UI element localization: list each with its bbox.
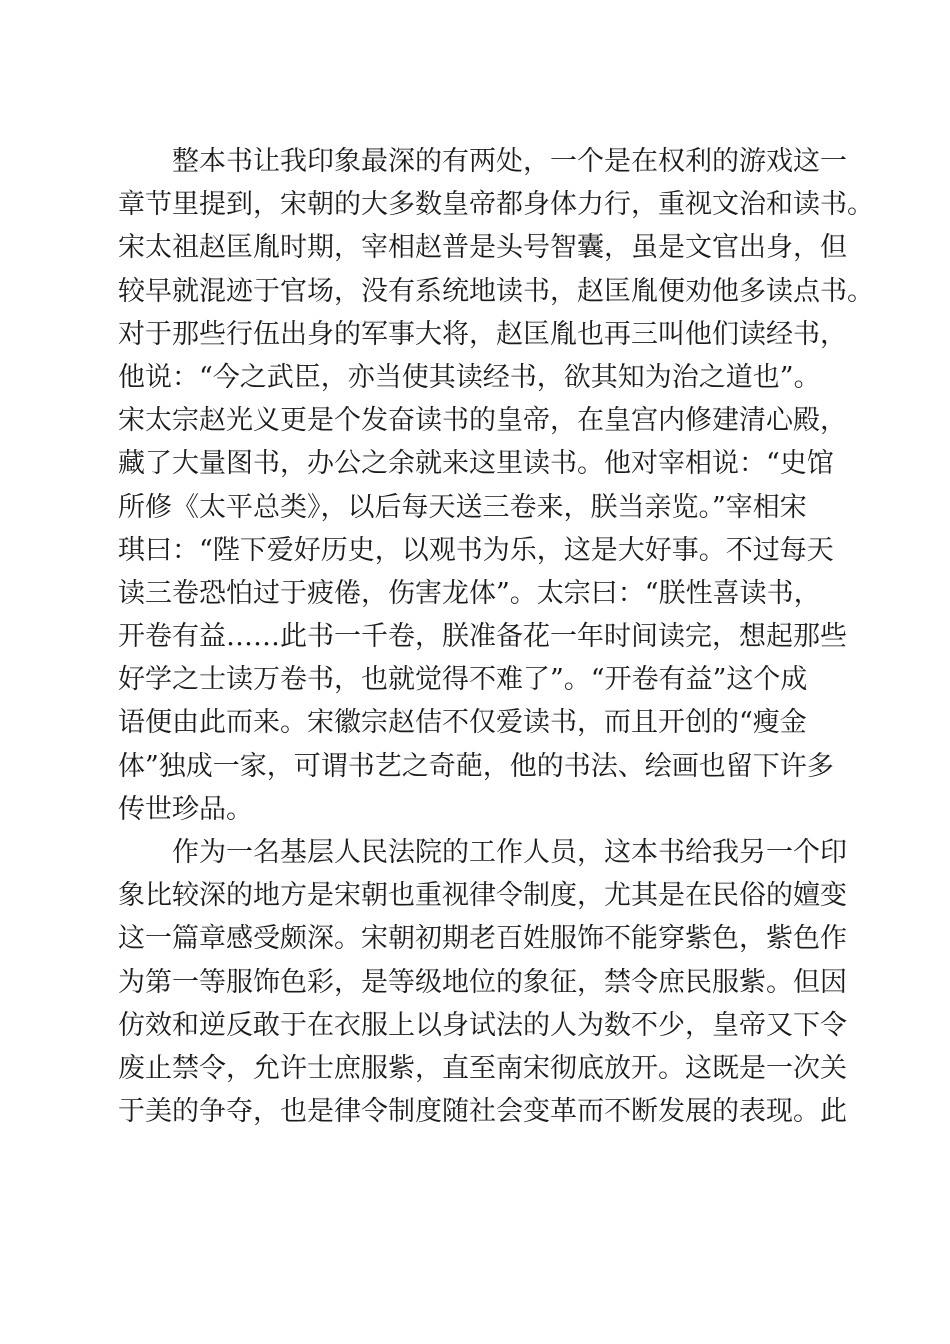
paragraph-2 [118, 831, 847, 1133]
text-line: 他说：“今之武臣，亦当使其读经书，欲其知为治之道也”。 [118, 361, 821, 393]
text-line: 好学之士读万卷书，也就觉得不难了”。“开卷有益”这个成 [118, 664, 808, 696]
text-line: 宋太祖赵匡胤时期，宰相赵普是头号智囊，虽是文官出身，但 [118, 232, 847, 264]
text-line: 传世珍品。 [118, 793, 253, 825]
text-line: 整本书让我印象最深的有两处，一个是在权利的游戏这一 [172, 146, 847, 177]
text-line: 开卷有益……此书一千卷，朕准备花一年时间读完，想起那些 [118, 621, 847, 653]
text-line: 体”独成一家，可谓书艺之奇葩，他的书法、绘画也留下许多 [118, 750, 834, 782]
body-text [118, 140, 874, 1133]
text-line: 琪曰：“陛下爱好历史，以观书为乐，这是大好事。不过每天 [118, 534, 834, 566]
paragraph-1 [118, 140, 874, 831]
text-line: 仿效和逆反敢于在衣服上以身试法的人为数不少，皇帝又下令 [118, 1009, 847, 1041]
text-line: 较早就混迹于官场，没有系统地读书，赵匡胤便劝他多读点书。 [118, 275, 874, 307]
text-line: 这一篇章感受颇深。宋朝初期老百姓服饰不能穿紫色，紫色作 [118, 923, 847, 955]
text-line: 宋太宗赵光义更是个发奋读书的皇帝，在皇宫内修建清心殿， [118, 405, 847, 437]
text-line: 为第一等服饰色彩，是等级地位的象征，禁令庶民服紫。但因 [118, 966, 847, 998]
text-line: 象比较深的地方是宋朝也重视律令制度，尤其是在民俗的嬗变 [118, 880, 847, 912]
text-line: 对于那些行伍出身的军事大将，赵匡胤也再三叫他们读经书， [118, 318, 847, 350]
text-line: 读三卷恐怕过于疲倦，伤害龙体”。太宗曰：“朕性喜读书， [118, 577, 821, 609]
text-line: 藏了大量图书，办公之余就来这里读书。他对宰相说：“史馆 [118, 448, 834, 480]
text-line: 废止禁令，允许士庶服紫，直至南宋彻底放开。这既是一次关 [118, 1052, 847, 1084]
text-line: 作为一名基层人民法院的工作人员，这本书给我另一个印 [172, 837, 847, 868]
text-line: 章节里提到，宋朝的大多数皇帝都身体力行，重视文治和读书。 [118, 189, 874, 221]
text-line: 于美的争夺，也是律令制度随社会变革而不断发展的表现。此 [118, 1096, 847, 1128]
text-line: 所修《太平总类》，以后每天送三卷来，朕当亲览。”宰相宋 [118, 491, 807, 523]
text-line: 语便由此而来。宋徽宗赵佶不仅爱读书，而且开创的“瘦金 [118, 707, 807, 739]
